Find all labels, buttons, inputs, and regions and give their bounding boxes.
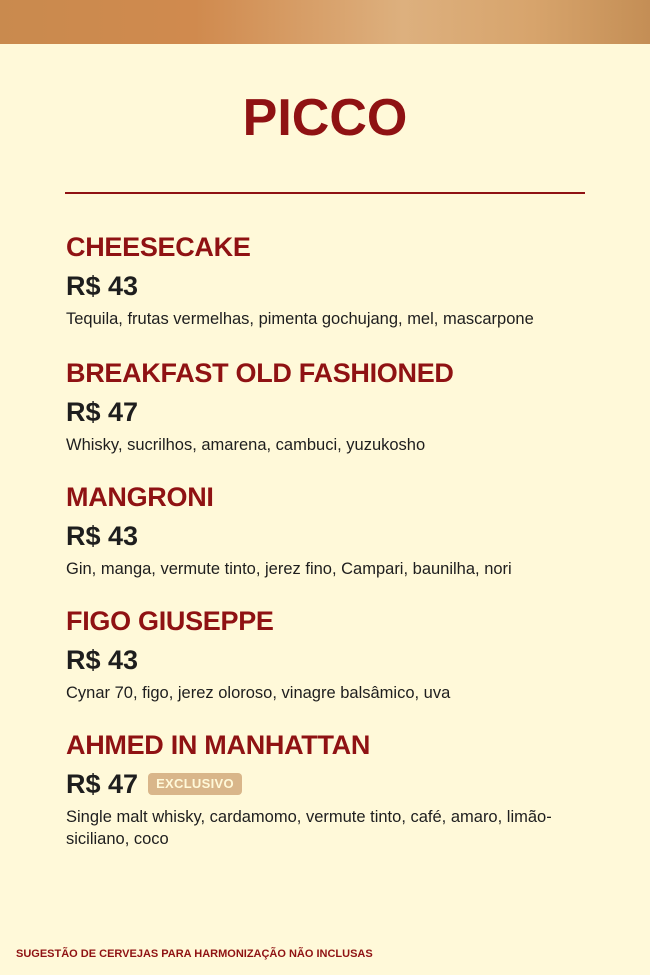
item-description: Tequila, frutas vermelhas, pimenta gochujang, mel, mascarpone	[66, 310, 534, 328]
item-description: Single malt whisky, cardamomo, vermute tinto, café, amaro, limão-siciliano, coco	[66, 808, 552, 848]
item-price: R$ 43	[66, 645, 139, 675]
item-name: AHMED IN MANHATTAN	[66, 730, 371, 760]
price-row	[66, 518, 606, 554]
price-row	[66, 268, 606, 304]
item-price: R$ 43	[66, 271, 139, 301]
exclusive-badge: EXCLUSIVO	[148, 773, 242, 795]
decorative-top-bar	[0, 0, 650, 44]
menu-item	[66, 604, 606, 704]
menu-item	[66, 728, 606, 850]
item-name: MANGRONI	[66, 482, 214, 512]
item-description: Gin, manga, vermute tinto, jerez fino, Campari, baunilha, nori	[66, 560, 512, 578]
price-row	[66, 642, 606, 678]
item-description: Whisky, sucrilhos, amarena, cambuci, yuzukosho	[66, 436, 426, 454]
item-name: FIGO GIUSEPPE	[66, 606, 274, 636]
item-name: BREAKFAST OLD FASHIONED	[66, 358, 454, 388]
item-price: R$ 47	[66, 769, 139, 799]
menu-item	[66, 230, 606, 330]
footer-note: SUGESTÃO DE CERVEJAS PARA HARMONIZAÇÃO NÃO INCLUSAS	[16, 948, 373, 960]
item-name: CHEESECAKE	[66, 232, 251, 262]
price-row	[66, 394, 606, 430]
item-price: R$ 43	[66, 521, 139, 551]
item-description: Cynar 70, figo, jerez oloroso, vinagre balsâmico, uva	[66, 684, 451, 702]
page-title: PICCO	[242, 89, 408, 147]
price-row	[66, 766, 606, 802]
menu-item	[66, 480, 606, 580]
menu-item	[66, 356, 606, 456]
title-divider	[65, 192, 585, 194]
item-price: R$ 47	[66, 397, 139, 427]
